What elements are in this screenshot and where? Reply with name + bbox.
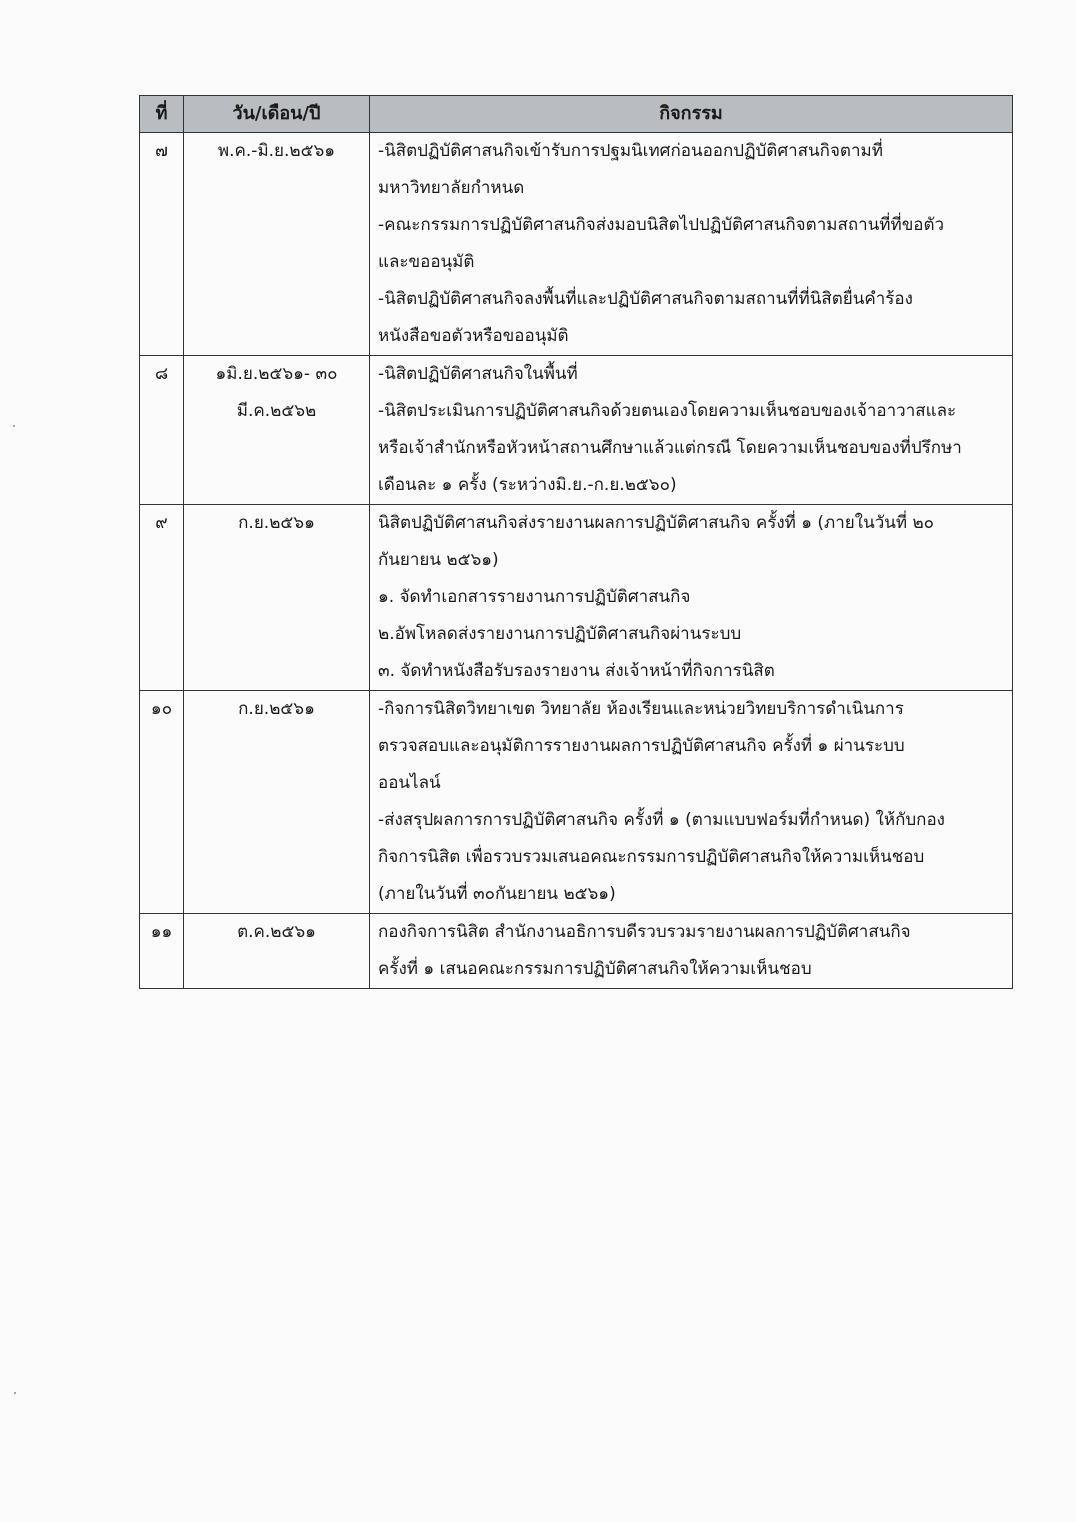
table-row	[140, 356, 1013, 505]
row-number: ๘	[140, 356, 184, 505]
row-date	[184, 356, 370, 505]
activity-line: ตรวจสอบและอนุมัติการรายงานผลการปฏิบัติศาสนกิจ ครั้งที่ ๑ ผ่านระบบ	[378, 736, 905, 756]
activity-schedule-table	[139, 95, 1013, 989]
table-header-row	[140, 96, 1013, 133]
activity-line: มหาวิทยาลัยกำหนด	[378, 178, 525, 198]
row-date	[184, 691, 370, 914]
scan-speck	[13, 425, 15, 427]
date-line: ต.ค.๒๕๖๑	[237, 922, 316, 942]
activity-line: กิจการนิสิต เพื่อรวบรวมเสนอคณะกรรมการปฏิบัติศาสนกิจให้ความเห็นชอบ	[378, 847, 925, 867]
row-number: ๙	[140, 505, 184, 691]
activity-line: (ภายในวันที่ ๓๐กันยายน ๒๕๖๑)	[378, 884, 616, 904]
activity-line: ๒.อัพโหลดส่งรายงานการปฏิบัติศาสนกิจผ่านระบบ	[378, 624, 742, 644]
row-activity	[370, 505, 1013, 691]
row-date	[184, 505, 370, 691]
table-body	[140, 133, 1013, 989]
row-number: ๑๐	[140, 691, 184, 914]
activity-line: เดือนละ ๑ ครั้ง (ระหว่างมิ.ย.-ก.ย.๒๕๖๐)	[378, 475, 677, 495]
activity-line: หรือเจ้าสำนักหรือหัวหน้าสถานศึกษาแล้วแต่กรณี โดยความเห็นชอบของที่ปรึกษา	[378, 438, 962, 458]
header-date: วัน/เดือน/ปี	[184, 96, 370, 133]
table-row	[140, 505, 1013, 691]
activity-line: ๑. จัดทำเอกสารรายงานการปฏิบัติศาสนกิจ	[378, 587, 691, 607]
activity-line: -นิสิตปฏิบัติศาสนกิจเข้ารับการปฐมนิเทศก่อนออกปฏิบัติศาสนกิจตามที่	[378, 141, 883, 161]
activity-line: กันยายน ๒๕๖๑)	[378, 550, 499, 570]
date-line: มี.ค.๒๕๖๒	[236, 401, 317, 421]
activity-line: -นิสิตปฏิบัติศาสนกิจในพื้นที่	[378, 364, 578, 384]
activity-line: -ส่งสรุปผลการการปฏิบัติศาสนกิจ ครั้งที่ ๑ (ตามแบบฟอร์มที่กำหนด) ให้กับกอง	[378, 810, 945, 830]
activity-line: -นิสิตประเมินการปฏิบัติศาสนกิจด้วยตนเองโดยความเห็นชอบของเจ้าอาวาสและ	[378, 401, 957, 421]
header-activity: กิจกรรม	[370, 96, 1013, 133]
activity-line: ออนไลน์	[378, 773, 441, 793]
activity-line: นิสิตปฏิบัติศาสนกิจส่งรายงานผลการปฏิบัติศาสนกิจ ครั้งที่ ๑ (ภายในวันที่ ๒๐	[378, 513, 935, 533]
date-line: ๑มิ.ย.๒๕๖๑- ๓๐	[215, 364, 338, 384]
activity-line: ครั้งที่ ๑ เสนอคณะกรรมการปฏิบัติศาสนกิจให้ความเห็นชอบ	[378, 959, 812, 979]
table-row	[140, 133, 1013, 356]
header-no: ที่	[140, 96, 184, 133]
row-activity	[370, 356, 1013, 505]
row-activity	[370, 133, 1013, 356]
date-line: ก.ย.๒๕๖๑	[238, 699, 315, 719]
date-line: พ.ค.-มิ.ย.๒๕๖๑	[217, 141, 336, 161]
activity-line: ๓. จัดทำหนังสือรับรองรายงาน ส่งเจ้าหน้าที่กิจการนิสิต	[378, 661, 775, 681]
activity-line: หนังสือขอตัวหรือขออนุมัติ	[378, 326, 569, 346]
table-row	[140, 691, 1013, 914]
date-line: ก.ย.๒๕๖๑	[238, 513, 315, 533]
activity-line: และขออนุมัติ	[378, 252, 475, 272]
table-row	[140, 914, 1013, 989]
activity-line: -นิสิตปฏิบัติศาสนกิจลงพื้นที่และปฏิบัติศาสนกิจตามสถานที่ที่นิสิตยื่นคำร้อง	[378, 289, 913, 309]
row-number: ๗	[140, 133, 184, 356]
activity-line: กองกิจการนิสิต สำนักงานอธิการบดีรวบรวมรายงานผลการปฏิบัติศาสนกิจ	[378, 922, 911, 942]
activity-line: -กิจการนิสิตวิทยาเขต วิทยาลัย ห้องเรียนและหน่วยวิทยบริการดำเนินการ	[378, 699, 904, 719]
row-activity	[370, 914, 1013, 989]
row-date	[184, 914, 370, 989]
row-activity	[370, 691, 1013, 914]
row-date	[184, 133, 370, 356]
scan-speck	[14, 1392, 16, 1394]
row-number: ๑๑	[140, 914, 184, 989]
activity-line: -คณะกรรมการปฏิบัติศาสนกิจส่งมอบนิสิตไปปฏิบัติศาสนกิจตามสถานที่ที่ขอตัว	[378, 215, 945, 235]
